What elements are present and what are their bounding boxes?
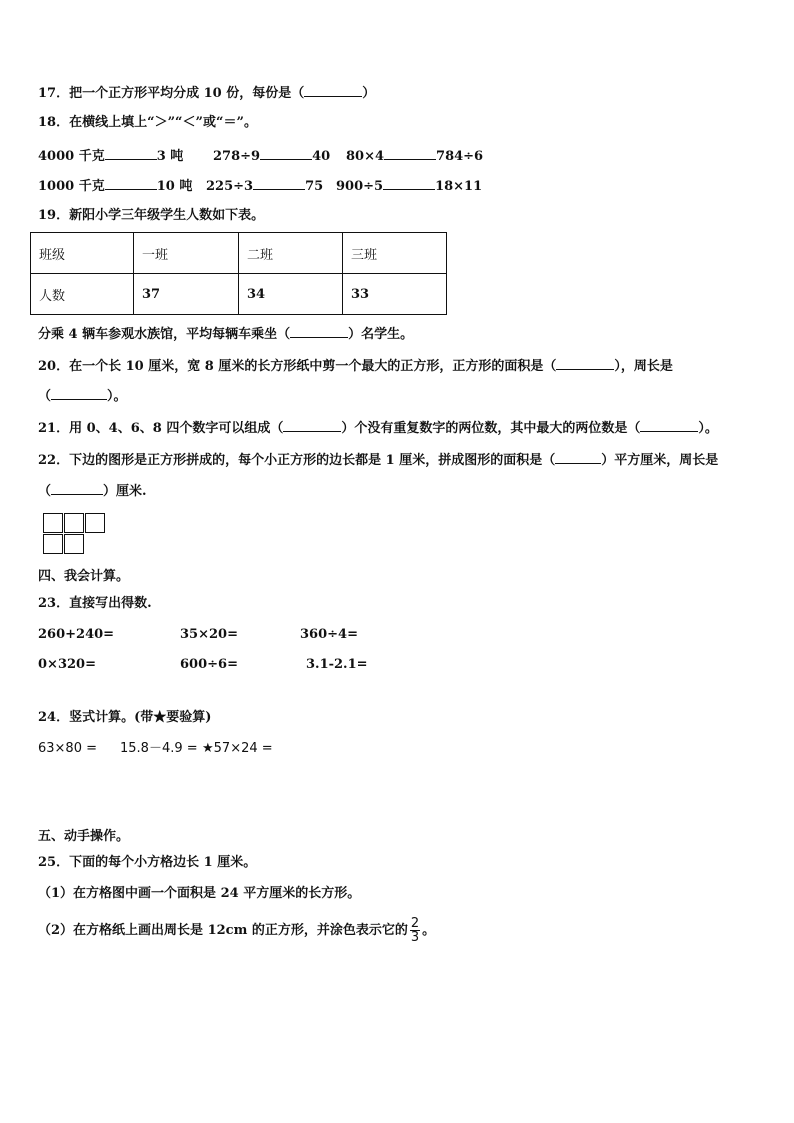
table-cell: 人数: [31, 274, 134, 315]
expression: ★57×24 =: [202, 741, 273, 756]
table-cell: 一班: [134, 233, 239, 274]
expression: 260+240=: [38, 627, 115, 642]
grid-square: [43, 513, 63, 533]
grid-square: [85, 513, 105, 533]
question-22-line2: （ ）厘米.: [38, 484, 147, 499]
question-18-title: 18．在横线上填上“＞”“＜”或“＝”。: [38, 115, 257, 130]
table-cell: 33: [343, 274, 447, 315]
question-19-title: 19．新阳小学三年级学生人数如下表。: [38, 208, 265, 223]
compare-item: 900÷5 18×11: [336, 179, 483, 194]
compare-blank[interactable]: [105, 147, 157, 160]
compare-blank[interactable]: [105, 177, 157, 190]
answer-blank[interactable]: [290, 325, 348, 338]
question-17: 17．把一个正方形平均分成 10 份，每份是（ ）: [38, 86, 376, 101]
question-22: 22．下边的图形是正方形拼成的，每个小正方形的边长都是 1 厘米，拼成图形的面积是（ ）平方厘米，周长是: [38, 453, 719, 468]
table-cell: 37: [134, 274, 239, 315]
section-4-heading: 四、我会计算。: [38, 569, 130, 584]
question-25-part-1: （1）在方格图中画一个面积是 24 平方厘米的长方形。: [38, 886, 361, 901]
fraction: [410, 917, 420, 944]
compare-item: 80×4 784÷6: [346, 149, 484, 164]
answer-blank[interactable]: [283, 419, 341, 432]
expression: 15.8－4.9 =: [120, 741, 198, 756]
grid-square: [64, 513, 84, 533]
grid-square: [64, 534, 84, 554]
fraction-denominator: 3: [410, 930, 420, 945]
table-cell: 二班: [239, 233, 343, 274]
answer-blank[interactable]: [51, 482, 103, 495]
table-row: [31, 274, 447, 315]
expression: 35×20=: [180, 627, 238, 642]
expression: 360÷4=: [300, 627, 358, 642]
question-25-title: 25．下面的每个小方格边长 1 厘米。: [38, 855, 257, 870]
fraction-numerator: 2: [410, 916, 420, 931]
table-cell: 三班: [343, 233, 447, 274]
compare-item: 4000 千克 3 吨: [38, 149, 184, 164]
compare-blank[interactable]: [383, 177, 435, 190]
compare-item: 1000 千克 10 吨: [38, 179, 193, 194]
compare-item: 225÷3 75: [206, 179, 324, 194]
question-21: 21．用 0、4、6、8 四个数字可以组成（ ）个没有重复数字的两位数，其中最大的两位数是（ ）。: [38, 421, 718, 436]
question-24-title: 24．竖式计算。(带★要验算): [38, 710, 212, 725]
compare-blank[interactable]: [253, 177, 305, 190]
class-table: [30, 232, 447, 315]
expression: 3.1-2.1=: [306, 657, 368, 672]
answer-blank[interactable]: [51, 387, 107, 400]
answer-blank[interactable]: [555, 451, 601, 464]
compare-blank[interactable]: [384, 147, 436, 160]
grid-square: [43, 534, 63, 554]
expression: 0×320=: [38, 657, 96, 672]
table-cell: 班级: [31, 233, 134, 274]
question-20: 20．在一个长 10 厘米，宽 8 厘米的长方形纸中剪一个最大的正方形，正方形的面积是（ ），周长是: [38, 359, 673, 374]
table-header-row: [31, 233, 447, 274]
answer-blank[interactable]: [640, 419, 698, 432]
expression: 63×80 =: [38, 741, 98, 756]
question-25-part-2: （2）在方格纸上画出周长是 12cm 的正方形，并涂色表示它的 $\frac{2}{3}$ 。: [38, 916, 436, 945]
question-17-text: 17．把一个正方形平均分成 10 份，每份是（: [38, 86, 305, 101]
table-cell: 34: [239, 274, 343, 315]
section-5-heading: 五、动手操作。: [38, 829, 130, 844]
question-20-line2: （ ）。: [38, 389, 127, 404]
question-23-title: 23．直接写出得数.: [38, 596, 152, 611]
expression: 600÷6=: [180, 657, 238, 672]
question-19-note: 分乘 4 辆车参观水族馆，平均每辆车乘坐（ ）名学生。: [38, 327, 414, 342]
answer-blank[interactable]: [304, 84, 362, 97]
compare-item: 278÷9 40: [213, 149, 331, 164]
compare-blank[interactable]: [260, 147, 312, 160]
answer-blank[interactable]: [556, 357, 614, 370]
